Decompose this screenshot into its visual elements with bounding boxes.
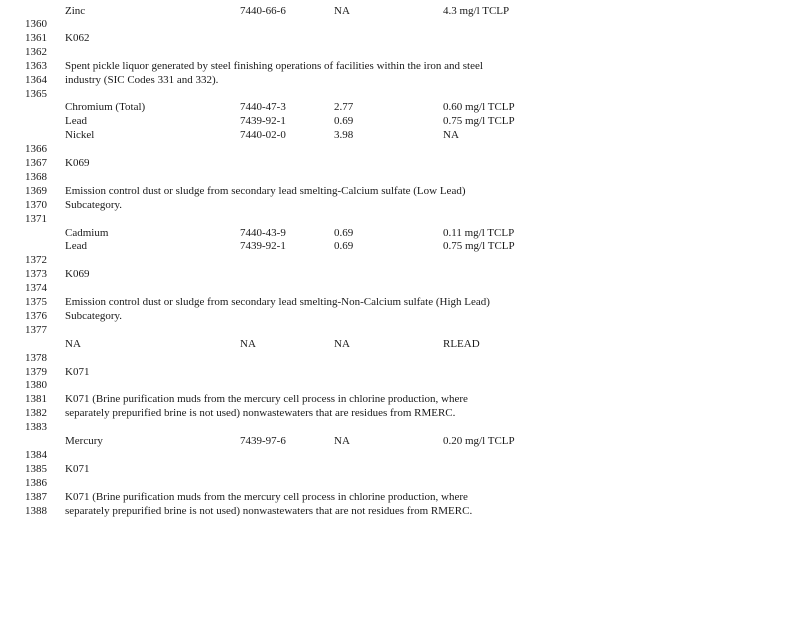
line-number: 1369	[25, 184, 47, 197]
line-number: 1376	[25, 309, 47, 322]
cell-cas-number: NA	[240, 337, 256, 350]
line-number: 1387	[25, 490, 47, 503]
text-line	[0, 295, 800, 309]
line-number: 1375	[25, 296, 47, 308]
line-number: 1381	[25, 393, 47, 406]
blank-line	[0, 448, 800, 462]
blank-line	[0, 45, 800, 59]
cell-constituent: NA	[65, 337, 81, 350]
line-number: 1380	[25, 379, 47, 392]
table-row	[0, 114, 800, 128]
cell-concentration: NA	[334, 435, 350, 447]
cell-constituent: Lead	[65, 240, 87, 253]
line-number: 1385	[25, 462, 47, 475]
line-number: 1362	[25, 45, 47, 58]
cell-constituent: Chromium (Total)	[65, 101, 146, 114]
cell-constituent: Cadmium	[65, 226, 109, 239]
cell-cas-number: 7439-97-6	[240, 435, 286, 447]
line-text: Emission control dust or sludge from secondary lead smelting-Non-Calcium sulfate (High Lead)	[65, 296, 490, 308]
text-line	[0, 309, 800, 323]
cell-tclp: 0.20 mg/l TCLP	[443, 435, 515, 447]
cell-tclp: NA	[443, 129, 459, 142]
line-number: 1363	[25, 59, 47, 72]
line-text: K071 (Brine purification muds from the mercury cell process in chlorine production, where	[65, 393, 468, 406]
text-line	[0, 406, 800, 420]
line-number: 1388	[25, 504, 47, 517]
partial-table-row	[0, 4, 800, 18]
line-number: 1368	[25, 170, 47, 183]
line-number: 1370	[25, 198, 47, 211]
text-line	[0, 490, 800, 504]
line-number: 1378	[25, 351, 47, 364]
line-text: separately prepurified brine is not used) nonwastewaters that are residues from RMERC.	[65, 407, 456, 420]
cell-cas-number: 7439-92-1	[240, 115, 286, 128]
line-text: separately prepurified brine is not used) nonwastewaters that are not residues from RMERC.	[65, 504, 473, 517]
blank-line	[0, 212, 800, 226]
blank-line	[0, 420, 800, 434]
line-number: 1386	[25, 476, 47, 489]
cell-cas-number: 7440-66-6	[240, 5, 286, 17]
line-text: K069	[65, 268, 90, 281]
cell-concentration: NA	[334, 5, 350, 17]
cell-concentration: 0.69	[334, 226, 354, 239]
cell-concentration: 3.98	[334, 129, 354, 142]
cell-tclp: RLEAD	[443, 337, 480, 350]
line-number: 1360	[25, 18, 47, 30]
line-number: 1377	[25, 323, 47, 336]
line-number: 1364	[25, 73, 47, 86]
cell-constituent: Nickel	[65, 129, 95, 142]
line-number: 1374	[25, 282, 47, 295]
blank-line	[0, 476, 800, 490]
line-text: K071	[65, 365, 90, 378]
line-number: 1367	[25, 157, 47, 169]
text-line	[0, 198, 800, 212]
line-number: 1371	[25, 212, 47, 225]
cell-cas-number: 7440-43-9	[240, 226, 286, 239]
cell-tclp: 0.60 mg/l TCLP	[443, 101, 515, 114]
blank-line	[0, 87, 800, 101]
table-row	[0, 128, 800, 142]
cell-concentration: 2.77	[334, 101, 354, 114]
line-number: 1366	[25, 143, 47, 156]
blank-line	[0, 323, 800, 337]
text-line	[0, 365, 800, 379]
line-text: K071 (Brine purification muds from the mercury cell process in chlorine production, where	[65, 490, 468, 503]
line-number: 1382	[25, 407, 47, 420]
table-row	[0, 226, 800, 240]
table-row	[0, 434, 800, 448]
cell-tclp: 0.75 mg/l TCLP	[443, 115, 515, 128]
cell-tclp: 0.11 mg/l TCLP	[443, 226, 515, 239]
text-line	[0, 462, 800, 476]
text-line	[0, 31, 800, 45]
cell-tclp: 0.75 mg/l TCLP	[443, 240, 515, 253]
cell-cas-number: 7440-02-0	[240, 129, 286, 142]
cell-constituent: Mercury	[65, 435, 103, 447]
cell-cas-number: 7439-92-1	[240, 240, 286, 253]
line-number: 1384	[25, 448, 47, 461]
line-text: Emission control dust or sludge from secondary lead smelting-Calcium sulfate (Low Lead)	[65, 184, 466, 197]
cell-constituent: Lead	[65, 115, 87, 128]
line-text: industry (SIC Codes 331 and 332).	[65, 73, 219, 86]
line-number: 1373	[25, 268, 47, 281]
table-row	[0, 239, 800, 253]
line-text: K062	[65, 31, 90, 44]
cell-constituent: Zinc	[65, 5, 86, 17]
line-number: 1372	[25, 254, 47, 267]
line-number: 1379	[25, 365, 47, 378]
text-line	[0, 184, 800, 198]
cell-concentration: NA	[334, 337, 350, 350]
line-text: Spent pickle liquor generated by steel finishing operations of facilities within the iron and steel	[65, 59, 483, 72]
text-line	[0, 392, 800, 406]
line-text: Subcategory.	[65, 198, 123, 211]
table-row	[0, 100, 800, 114]
line-text: K069	[65, 157, 90, 169]
blank-line	[0, 281, 800, 295]
blank-line	[0, 170, 800, 184]
text-line	[0, 73, 800, 87]
line-number: 1365	[25, 87, 47, 100]
blank-line	[0, 142, 800, 156]
text-line	[0, 59, 800, 73]
line-text: K071	[65, 462, 90, 475]
text-line	[0, 267, 800, 281]
blank-line	[0, 17, 800, 31]
line-number: 1361	[25, 31, 47, 44]
table-row	[0, 337, 800, 351]
cell-tclp: 4.3 mg/l TCLP	[443, 5, 510, 17]
cell-cas-number: 7440-47-3	[240, 101, 286, 114]
cell-concentration: 0.69	[334, 115, 354, 128]
blank-line	[0, 378, 800, 392]
text-line	[0, 504, 800, 518]
blank-line	[0, 351, 800, 365]
text-line	[0, 156, 800, 170]
blank-line	[0, 253, 800, 267]
cell-concentration: 0.69	[334, 240, 354, 253]
line-text: Subcategory.	[65, 309, 123, 322]
line-number: 1383	[25, 421, 47, 434]
